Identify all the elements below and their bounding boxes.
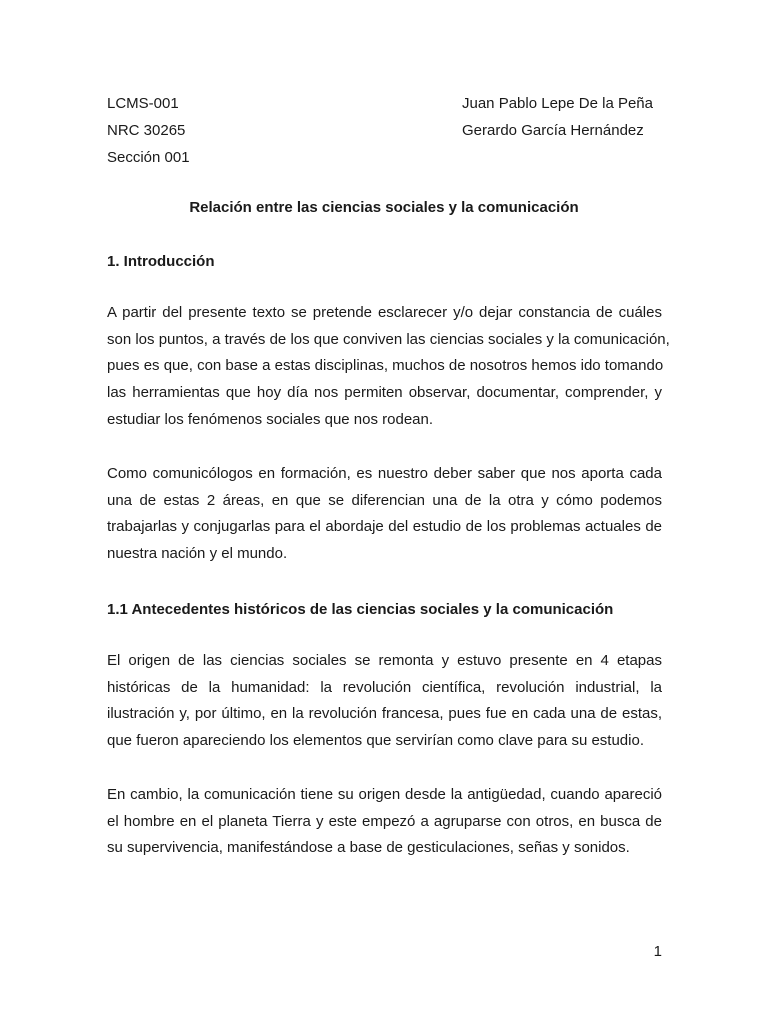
author-2: Gerardo García Hernández	[462, 122, 644, 139]
document-title: Relación entre las ciencias sociales y la comunicación	[189, 199, 579, 216]
paragraph-antecedentes-1	[107, 648, 662, 755]
text-line: que fueron apareciendo los elementos que servirían como clave para su estudio.	[107, 732, 644, 750]
text-line: el hombre en el planeta Tierra y este empezó a agruparse con otros, en busca de	[107, 812, 662, 830]
text-line: históricas de la humanidad: la revolución científica, revolución industrial, la	[107, 678, 662, 696]
text-line: El origen de las ciencias sociales se remonta y estuvo presente en 4 etapas	[107, 652, 662, 669]
text-line: Como comunicólogos en formación, es nuestro deber saber que nos aporta cada	[107, 465, 662, 482]
paragraph-intro-1	[107, 300, 670, 434]
text-line: las herramientas que hoy día nos permiten observar, documentar, comprender, y	[107, 384, 662, 402]
text-line: su supervivencia, manifestándose a base de gesticulaciones, señas y sonidos.	[107, 839, 630, 857]
header-right-block	[462, 90, 653, 144]
text-line: son los puntos, a través de los que conviven las ciencias sociales y la comunicación,	[107, 330, 670, 348]
text-line: nuestra nación y el mundo.	[107, 545, 288, 563]
section-heading-antecedentes: 1.1 Antecedentes históricos de las ciencias sociales y la comunicación	[107, 601, 614, 618]
text-line: estudiar los fenómenos sociales que nos rodean.	[107, 410, 434, 428]
header-left-block	[107, 90, 190, 171]
page-number: 1	[653, 943, 662, 960]
section-heading-introduction: 1. Introducción	[107, 253, 215, 270]
text-line: pues es que, con base a estas disciplinas, muchos de nosotros hemos ido tomando	[107, 357, 664, 375]
text-line: ilustración y, por último, en la revolución francesa, pues fue en cada una de estas,	[107, 705, 662, 723]
text-line: A partir del presente texto se pretende esclarecer y/o dejar constancia de cuáles	[107, 304, 662, 321]
text-line: trabajarlas y conjugarlas para el abordaje del estudio de los problemas actuales de	[107, 518, 662, 536]
text-line: En cambio, la comunicación tiene su origen desde la antigüedad, cuando apareció	[107, 786, 662, 803]
nrc-number: NRC 30265	[107, 122, 186, 139]
text-line: una de estas 2 áreas, en que se diferencian una de la otra y cómo podemos	[107, 491, 662, 509]
author-1: Juan Pablo Lepe De la Peña	[462, 95, 653, 112]
section-number: Sección 001	[107, 149, 190, 166]
course-code: LCMS-001	[107, 95, 179, 112]
paragraph-antecedentes-2	[107, 782, 662, 862]
paragraph-intro-2	[107, 461, 662, 568]
